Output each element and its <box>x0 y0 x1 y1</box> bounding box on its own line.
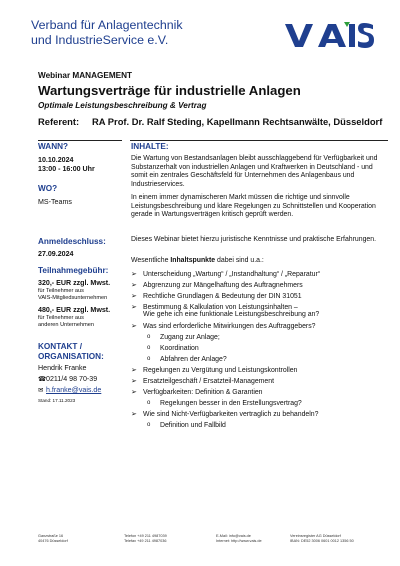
wann-heading: WANN? <box>38 142 69 151</box>
paragraph-1: Die Wartung von Bestandsanlagen bleibt ausschlaggebend für Verfügbarkeit und Substanzerhalt von industriellen Anlagen und Kraftwerken in Deutschland - und somit ein zentrales Geschäftsfeld für Unternehmen des Anlagenbaus und Industrieservices. <box>131 155 378 189</box>
referent-label: Referent: <box>38 116 80 127</box>
circle-bullet-icon: o <box>147 399 151 406</box>
fee-2-desc-1: für Teilnehmer aus <box>38 315 84 321</box>
org-name <box>31 18 183 48</box>
footer-address: Ganzstraße 16 40476 Düsseldorf <box>38 534 68 543</box>
circle-bullet-icon: o <box>147 355 151 362</box>
org-name-line1: Verband für Anlagentechnik <box>31 18 183 32</box>
circle-bullet-icon: o <box>147 333 151 340</box>
fee-2 <box>38 306 110 329</box>
footer-phone: Telefon +49 211 4987039 Telefax +49 211 4987036 <box>124 534 167 543</box>
arrow-bullet-icon: ➢ <box>131 293 137 300</box>
bullet-item: ➢ Was sind erforderliche Mitwirkungen des Auftraggebers? <box>131 322 316 330</box>
stand-date: Stand: 17.11.2023 <box>38 398 76 403</box>
anmelde-heading: Anmeldeschluss: <box>38 237 106 246</box>
phone-icon: ☎ <box>38 375 47 383</box>
right-divider <box>130 140 388 141</box>
arrow-bullet-icon: ➢ <box>131 282 137 289</box>
bullet-item: ➢ Ersatzteilgeschäft / Ersatzteil-Management <box>131 377 274 385</box>
circle-bullet-icon: o <box>147 421 151 428</box>
paragraph-2: In einem immer dynamischeren Markt müssen die richtige und sinnvolle Leistungsbeschreibung und klare Regelungen zu Schnittstellen und Kooperation gerade in Wartungsverträgen kritisch geprüft werden. <box>131 194 376 219</box>
sub-bullet-item: o Abfahren der Anlage? <box>147 355 227 363</box>
arrow-bullet-icon: ➢ <box>131 388 137 396</box>
contact-block <box>38 363 101 397</box>
arrow-bullet-icon: ➢ <box>131 322 137 330</box>
arrow-bullet-icon: ➢ <box>131 377 137 385</box>
category-label: Webinar MANAGEMENT <box>38 71 133 80</box>
fee-1-desc-1: für Teilnehmer aus <box>38 288 84 294</box>
arrow-bullet-icon: ➢ <box>131 410 137 418</box>
sub-bullet-item: o Regelungen besser in den Erstellungsvertrag? <box>147 399 302 407</box>
inhalte-heading: INHALTE: <box>131 142 169 151</box>
footer-register: Vereinsregister AG Düsseldorf IBAN: DE52 3006 0601 0012 1356 50 <box>290 534 354 543</box>
bullet-item: ➢ Rechtliche Grundlagen & Bedeutung der DIN 31051 <box>131 293 302 300</box>
contact-heading-line1: KONTAKT / <box>38 342 82 351</box>
bullet-item: ➢ Unterscheidung „Wartung“ / „Instandhaltung“ / „Reparatur“ <box>131 271 321 278</box>
fee-1 <box>38 279 110 302</box>
fee-1-price: 320,- EUR zzgl. Mwst. <box>38 279 111 287</box>
email-icon: ✉ <box>38 387 44 394</box>
fee-2-price: 480,- EUR zzgl. Mwst. <box>38 306 111 314</box>
arrow-bullet-icon: ➢ <box>131 271 137 278</box>
contact-heading <box>38 342 104 362</box>
contact-name: Hendrik Franke <box>38 364 87 372</box>
bullet-item: ➢ Bestimmung & Kalkulation von Leistungsinhalten – <box>131 304 298 311</box>
left-divider <box>38 140 122 141</box>
fee-2-desc-2: anderen Unternehmen <box>38 322 94 328</box>
sub-bullet-item: o Koordination <box>147 344 199 352</box>
arrow-bullet-icon: ➢ <box>131 366 137 374</box>
event-date: 10.10.2024 <box>38 156 74 164</box>
bullet-item: ➢ Verfügbarkeiten: Definition & Garantien <box>131 388 263 396</box>
vais-logo <box>283 20 375 50</box>
footer-web: E-Mail: info@vais.de Internet: http://www.vais.de <box>216 534 262 543</box>
page-title: Wartungsverträge für industrielle Anlagen <box>38 83 301 98</box>
paragraph-3: Dieses Webinar bietet hierzu juristische Kenntnisse und praktische Erfahrungen. <box>131 236 377 243</box>
page-subtitle: Optimale Leistungsbeschreibung & Vertrag <box>38 101 207 110</box>
when-block <box>38 156 95 174</box>
sub-bullet-item: o Zugang zur Anlage; <box>147 333 220 341</box>
paragraph-4: Wesentliche Inhaltspunkte dabei sind u.a.: <box>131 257 264 264</box>
fee-1-desc-2: VAIS-Mitgliedsunternehmen <box>38 295 108 301</box>
referent-value: RA Prof. Dr. Ralf Steding, Kapellmann Rechtsanwälte, Düsseldorf <box>92 116 383 127</box>
content-bullets <box>131 269 387 431</box>
arrow-bullet-icon: ➢ <box>131 304 137 311</box>
org-name-line2: und IndustrieService e.V. <box>31 33 169 47</box>
wo-heading: WO? <box>38 184 58 193</box>
fee-heading: Teilnahmegebühr: <box>38 266 109 275</box>
contact-heading-line2: ORGANISATION: <box>38 352 104 361</box>
bullet-item: ➢ Abgrenzung zur Mängelhaftung des Auftragnehmers <box>131 282 303 289</box>
bullet-item: ➢ Wie sind Nicht-Verfügbarkeiten vertraglich zu behandeln? <box>131 410 319 418</box>
bullet-item: ➢ Regelungen zu Vergütung und Leistungskontrollen <box>131 366 298 374</box>
sub-bullet-item: o Definition und Fallbild <box>147 421 226 429</box>
contact-email-link[interactable]: h.franke@vais.de <box>46 386 102 394</box>
inhaltspunkte-bold: Inhaltspunkte <box>170 257 216 264</box>
event-time: 13:00 - 16:00 Uhr <box>38 165 95 173</box>
bullet-continuation: Wie gehe ich eine funktionale Leistungsbeschreibung an? <box>143 311 320 318</box>
event-location: MS-Teams <box>38 198 72 206</box>
circle-bullet-icon: o <box>147 344 151 351</box>
anmelde-date: 27.09.2024 <box>38 250 74 258</box>
contact-phone: 0211/4 98 70-39 <box>46 374 98 383</box>
